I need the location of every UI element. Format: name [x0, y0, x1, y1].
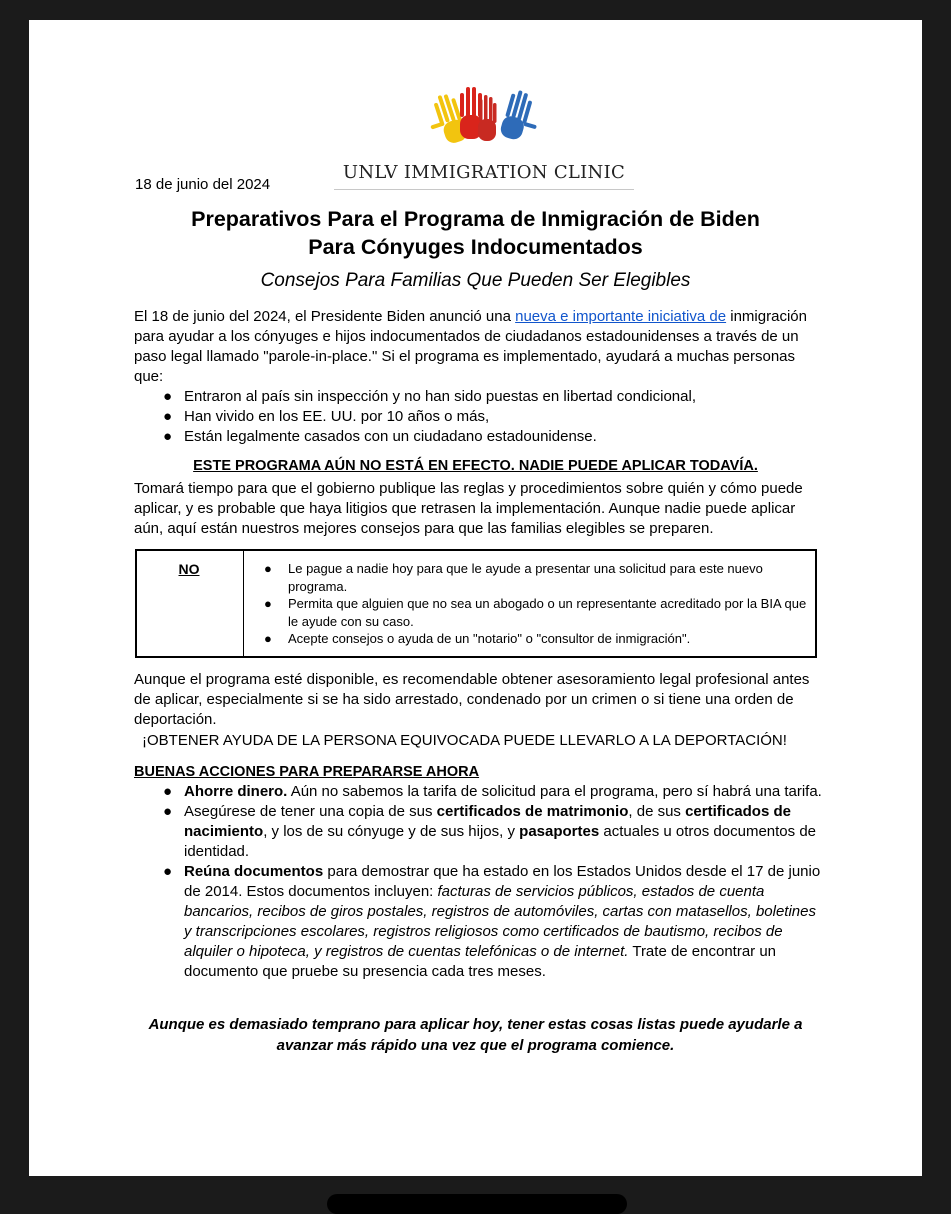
bottom-bar: [327, 1194, 627, 1214]
list-item: ● Asegúrese de tener una copia de sus certificados de matrimonio, de sus certificados de nacimiento, y los de su cónyuge y de sus hijos, y pasaportes actuales u otros documentos de identidad.: [163, 803, 816, 860]
list-item: ● Ahorre dinero. Aún no sabemos la tarifa de solicitud para el programa, pero sí habrá una tarifa.: [163, 783, 822, 800]
table-label-cell: [137, 551, 244, 656]
closing-statement: Aunque es demasiado temprano para aplicar hoy, tener estas cosas listas puede ayudarle a avanzar más rápido una vez que el programa comience.: [148, 1016, 803, 1054]
document-date: 18 de junio del 2024: [135, 176, 271, 193]
no-label: NO: [178, 561, 200, 577]
title-line-2: Para Cónyuges Indocumentados: [308, 235, 643, 259]
list-item: ● Han vivido en los EE. UU. por 10 años o más,: [163, 408, 490, 425]
actions-section: [134, 782, 824, 982]
list-item: ● Permita que alguien que no sea un abogado o un representante acreditado por la BIA que le ayude con su caso.: [264, 596, 807, 629]
list-item: ● Le pague a nadie hoy para que le ayude a presentar una solicitud para este nuevo programa.: [264, 561, 763, 594]
intro-paragraph: [134, 307, 824, 447]
eligibility-list: [134, 387, 824, 447]
bullet-icon: ●: [163, 388, 173, 405]
handprints-icon: [429, 85, 539, 157]
intro-text-after: inmigración para ayudar a los cónyuges e hijos indocumentados de ciudadanos estadounidenses a través de un paso legal llamado "parole-in-place." Si el programa es implementado, ayudará a muchas personas que:: [134, 308, 807, 385]
bullet-icon: ●: [163, 408, 173, 425]
bullet-icon: ●: [163, 783, 173, 800]
bullet-icon: ●: [163, 863, 173, 880]
document-subtitle: Consejos Para Familias Que Pueden Ser Elegibles: [260, 270, 691, 291]
advice-paragraph: Aunque el programa esté disponible, es recomendable obtener asesoramiento legal profesional antes de aplicar, especialmente si se ha sido arrestado, condenado por un crimen o si tiene una orden de deportación.: [134, 671, 810, 728]
logo-text: UNLV IMMIGRATION CLINIC: [342, 162, 626, 183]
bullet-icon: ●: [264, 561, 272, 576]
list-item: ● Acepte consejos o ayuda de un "notario" o "consultor de inmigración".: [264, 631, 691, 646]
document-title: [119, 205, 832, 261]
logo-divider: [334, 189, 634, 190]
bullet-icon: ●: [264, 596, 272, 611]
bullet-icon: ●: [264, 631, 272, 646]
list-item: ● Reúna documentos para demostrar que ha estado en los Estados Unidos desde el 17 de junio de 2014. Estos documentos incluyen: facturas de servicios públicos, estados de cuenta bancarios, recibos de giros postales, registros de automóviles, cartas con matasellos, boletines y transcripciones escolares, registros religiosos como certificados de bautismo, recibos de alquiler o hipoteca, y registros de cuentas telefónicas o de internet. Trate de encontrar un documento que pruebe su presencia cada tres meses.: [163, 863, 821, 980]
document-page: [29, 20, 922, 1176]
intro-text: [134, 307, 824, 387]
actions-list: [134, 782, 824, 982]
do-not-table: [135, 549, 817, 658]
warning-heading: ESTE PROGRAMA AÚN NO ESTÁ EN EFECTO. NADIE PUEDE APLICAR TODAVÍA.: [193, 458, 758, 474]
initiative-link[interactable]: nueva e importante iniciativa de: [515, 308, 727, 325]
bullet-icon: ●: [163, 803, 173, 820]
title-line-1: Preparativos Para el Programa de Inmigración de Biden: [191, 207, 760, 231]
deportation-warning: ¡OBTENER AYUDA DE LA PERSONA EQUIVOCADA PUEDE LLEVARLO A LA DEPORTACIÓN!: [142, 732, 787, 749]
do-not-list: [252, 560, 812, 648]
actions-heading: BUENAS ACCIONES PARA PREPARARSE AHORA: [134, 764, 480, 780]
intro-text-before: El 18 de junio del 2024, el Presidente Biden anunció una: [134, 308, 516, 325]
bullet-icon: ●: [163, 428, 173, 445]
list-item: ● Entraron al país sin inspección y no han sido puestas en libertad condicional,: [163, 388, 696, 405]
clinic-logo: [334, 85, 634, 190]
list-item: ● Están legalmente casados con un ciudadano estadounidense.: [163, 428, 597, 445]
warning-paragraph: Tomará tiempo para que el gobierno publique las reglas y procedimientos sobre quién y cómo puede aplicar, y es probable que haya litigios que retrasen la implementación. Aunque nadie puede aplicar aún, aquí están nuestros mejores consejos para que las familias elegibles se preparen.: [134, 480, 803, 537]
